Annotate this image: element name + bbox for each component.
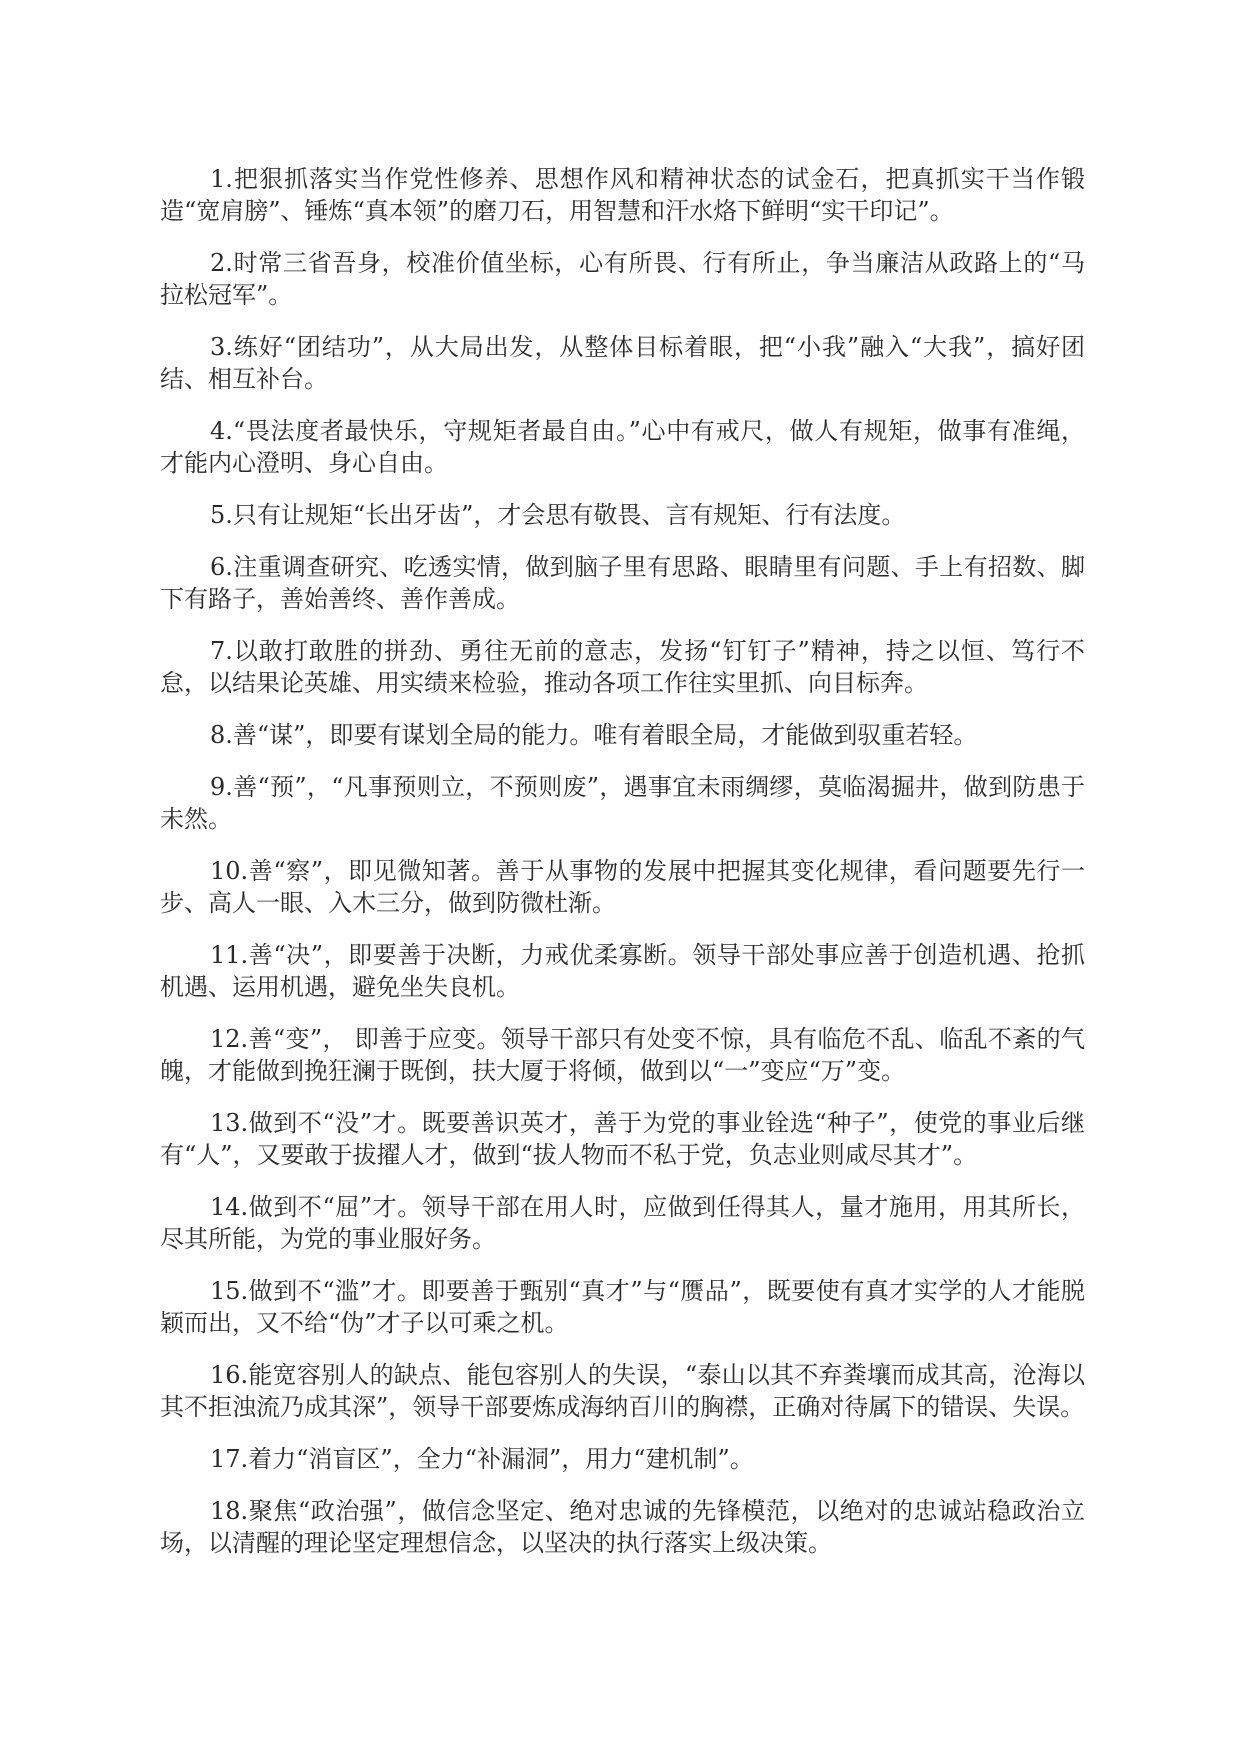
paragraph-14: 14.做到不“屈”才。领导干部在用人时，应做到任得其人，量才施用，用其所长，尽其所能，为党的事业服好务。 xyxy=(160,1193,1085,1253)
paragraph-9: 9.善“预”，“凡事预则立，不预则废”，遇事宜未雨绸缪，莫临渴掘井，做到防患于未然。 xyxy=(160,773,1085,833)
paragraph-3: 3.练好“团结功”，从大局出发，从整体目标着眼，把“小我”融入“大我”，搞好团结、相互补台。 xyxy=(160,333,1085,393)
paragraph-10: 10.善“察”，即见微知著。善于从事物的发展中把握其变化规律，看问题要先行一步、高人一眼、入木三分，做到防微杜渐。 xyxy=(160,857,1085,917)
paragraph-12: 12.善“变”， 即善于应变。领导干部只有处变不惊，具有临危不乱、临乱不紊的气魄，才能做到挽狂澜于既倒，扶大厦于将倾，做到以“一”变应“万”变。 xyxy=(160,1025,1085,1085)
paragraph-13: 13.做到不“没”才。既要善识英才，善于为党的事业铨选“种子”，使党的事业后继有“人”，又要敢于拔擢人才，做到“拔人物而不私于党，负志业则咸尽其才”。 xyxy=(160,1109,1085,1169)
paragraph-11: 11.善“决”，即要善于决断，力戒优柔寡断。领导干部处事应善于创造机遇、抢抓机遇、运用机遇，避免坐失良机。 xyxy=(160,941,1085,1001)
paragraph-8: 8.善“谋”，即要有谋划全局的能力。唯有着眼全局，才能做到驭重若轻。 xyxy=(210,721,978,749)
paragraph-15: 15.做到不“滥”才。即要善于甄别“真才”与“赝品”，既要使有真才实学的人才能脱颖而出，又不给“伪”才子以可乘之机。 xyxy=(160,1277,1085,1337)
document-body xyxy=(160,163,1085,1579)
paragraph-7: 7.以敢打敢胜的拼劲、勇往无前的意志，发扬“钉钉子”精神，持之以恒、笃行不怠，以结果论英雄、用实绩来检验，推动各项工作往实里抓、向目标奔。 xyxy=(160,637,1085,697)
paragraph-2: 2.时常三省吾身，校准价值坐标，心有所畏、行有所止，争当廉洁从政路上的“马拉松冠军”。 xyxy=(160,249,1085,309)
paragraph-1: 1.把狠抓落实当作党性修养、思想作风和精神状态的试金石，把真抓实干当作锻造“宽肩膀”、锤炼“真本领”的磨刀石，用智慧和汗水烙下鲜明“实干印记”。 xyxy=(160,165,1085,225)
paragraph-5: 5.只有让规矩“长出牙齿”，才会思有敬畏、言有规矩、行有法度。 xyxy=(210,501,906,529)
paragraph-18: 18.聚焦“政治强”，做信念坚定、绝对忠诚的先锋模范，以绝对的忠诚站稳政治立场，以清醒的理论坚定理想信念，以坚决的执行落实上级决策。 xyxy=(160,1497,1085,1557)
paragraph-6: 6.注重调查研究、吃透实情，做到脑子里有思路、眼睛里有问题、手上有招数、脚下有路子，善始善终、善作善成。 xyxy=(160,553,1085,613)
paragraph-4: 4.“畏法度者最快乐，守规矩者最自由。”心中有戒尺，做人有规矩，做事有准绳，才能内心澄明、身心自由。 xyxy=(160,417,1085,477)
paragraph-16: 16.能宽容别人的缺点、能包容别人的失误，“泰山以其不弃粪壤而成其高，沧海以其不拒浊流乃成其深”，领导干部要炼成海纳百川的胸襟，正确对待属下的错误、失误。 xyxy=(160,1361,1085,1421)
paragraph-17: 17.着力“消盲区”，全力“补漏洞”，用力“建机制”。 xyxy=(210,1445,754,1473)
